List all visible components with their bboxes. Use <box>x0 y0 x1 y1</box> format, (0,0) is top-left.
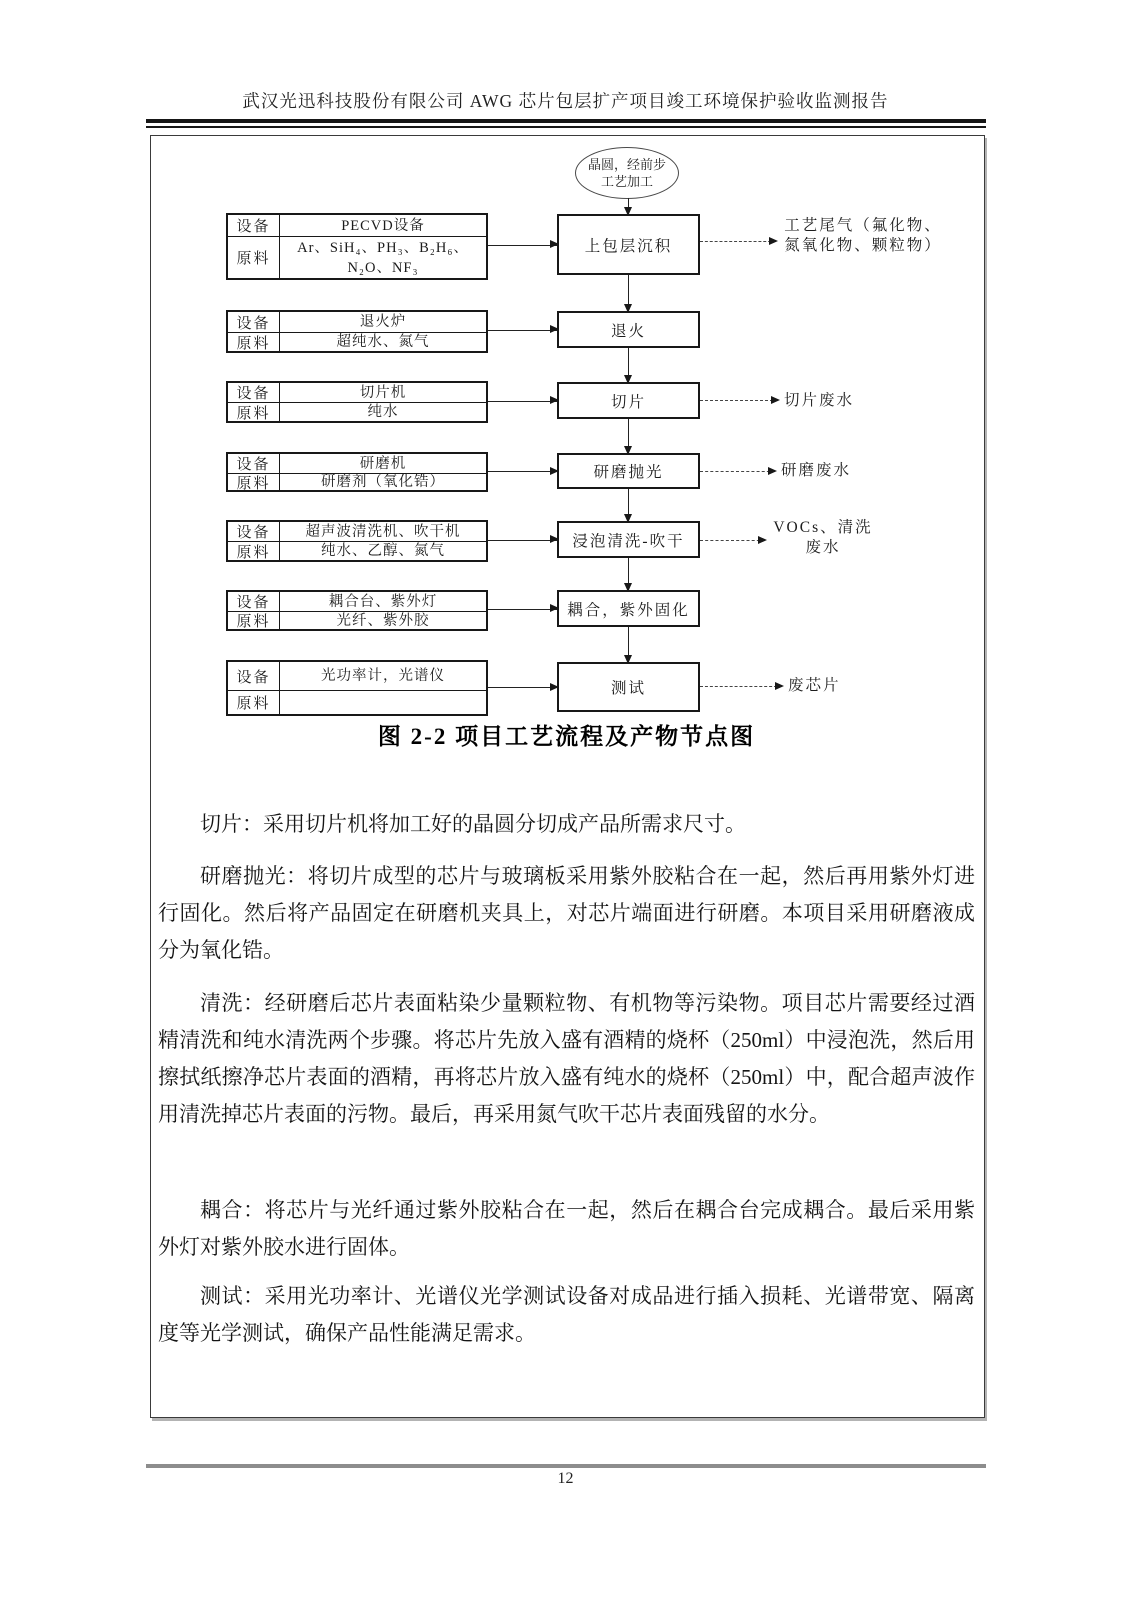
footer-rule <box>146 1464 986 1468</box>
material-row-label: 原料 <box>228 542 280 560</box>
page-number: 12 <box>557 1470 574 1487</box>
emission-output-label: 工艺尾气（氟化物、氮氧化物、颗粒物） <box>784 217 942 254</box>
process-step-label: 浸泡清洗-吹干 <box>572 532 685 550</box>
emission-output-label: 研磨废水 <box>781 462 852 479</box>
material-value: 纯水、乙醇、氮气 <box>321 543 445 559</box>
process-step-label: 切片 <box>610 393 646 411</box>
material-value: 研磨剂（氧化锆） <box>321 474 445 490</box>
material-row-label: 原料 <box>228 612 280 629</box>
equipment-row-label: 设备 <box>228 662 280 690</box>
equipment-row-label: 设备 <box>228 454 280 473</box>
page-header: 武汉光迅科技股份有限公司 AWG 芯片包层扩产项目竣工环境保护验收监测报告 <box>242 91 889 111</box>
header-rule <box>146 119 986 128</box>
paragraph: 测试：采用光功率计、光谱仪光学测试设备对成品进行插入损耗、光谱带宽、隔离度等光学测试，确保产品性能满足需求。 <box>158 1284 975 1345</box>
material-value: 超纯水、氮气 <box>336 334 430 350</box>
emission-output-label: VOCs、清洗废水 <box>773 519 873 556</box>
paragraph: 耦合：将芯片与光纤通过紫外胶粘合在一起，然后在耦合台完成耦合。最后采用紫外灯对紫外胶水进行固体。 <box>158 1198 975 1259</box>
equipment-value: 光功率计，光谱仪 <box>321 668 445 684</box>
process-step-label: 上包层沉积 <box>584 237 673 255</box>
material-value: 光纤、紫外胶 <box>336 612 430 629</box>
equipment-value: 切片机 <box>359 384 407 401</box>
paragraph: 清洗：经研磨后芯片表面粘染少量颗粒物、有机物等污染物。项目芯片需要经过酒精清洗和纯水清洗两个步骤。将芯片先放入盛有酒精的烧杯（250ml）中浸泡洗，然后用擦拭纸擦净芯片表面的酒精，再将芯片放入盛有纯水的烧杯（250ml）中，配合超声波作用清洗掉芯片表面的污物。最后，再采用氮气吹干芯片表面残留的水分。 <box>158 991 975 1126</box>
process-step-label: 耦合，紫外固化 <box>567 601 690 619</box>
figure-caption: 图 2-2 项目工艺流程及产物节点图 <box>377 724 756 749</box>
process-step-label: 研磨抛光 <box>593 464 664 481</box>
equipment-value: PECVD设备 <box>341 217 425 234</box>
equipment-row-label: 设备 <box>228 312 280 332</box>
material-value: 纯水 <box>367 404 399 420</box>
paragraph: 切片：采用切片机将加工好的晶圆分切成产品所需求尺寸。 <box>200 812 746 836</box>
material-row-label: 原料 <box>228 237 280 278</box>
process-step-label: 测试 <box>610 680 646 697</box>
material-row-label: 原料 <box>228 403 280 421</box>
equipment-row-label: 设备 <box>228 522 280 541</box>
paragraph: 研磨抛光：将切片成型的芯片与玻璃板采用紫外胶粘合在一起，然后再用紫外灯进行固化。然后将产品固定在研磨机夹具上，对芯片端面进行研磨。本项目采用研磨液成分为氧化锆。 <box>158 864 975 962</box>
material-value: Ar、SiH₄、PH₃、B₂H₆、N₂O、NF₃ <box>297 239 469 276</box>
equipment-row-label: 设备 <box>228 215 280 236</box>
material-row-label: 原料 <box>228 333 280 351</box>
equipment-value: 研磨机 <box>359 455 407 472</box>
equipment-row-label: 设备 <box>228 383 280 402</box>
process-step-label: 退火 <box>610 322 646 340</box>
material-row-label: 原料 <box>228 474 280 490</box>
material-row-label: 原料 <box>228 691 280 714</box>
emission-output-label: 废芯片 <box>788 677 841 694</box>
equipment-value: 耦合台、紫外灯 <box>328 593 438 610</box>
emission-output-label: 切片废水 <box>784 392 855 409</box>
equipment-value: 超声波清洗机、吹干机 <box>305 523 461 540</box>
start-node-label: 晶圆，经前步工艺加工 <box>587 157 666 189</box>
equipment-value: 退火炉 <box>359 314 407 330</box>
equipment-row-label: 设备 <box>228 592 280 611</box>
